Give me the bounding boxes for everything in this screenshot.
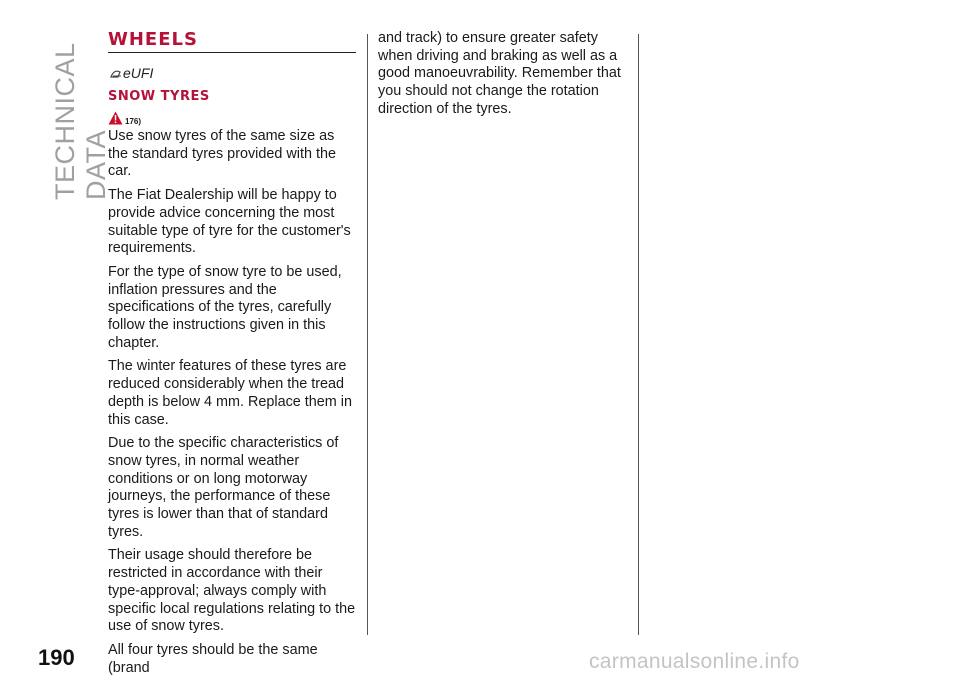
paragraph: Use snow tyres of the same size as the standard tyres provided with the car. [108, 128, 336, 180]
section-title: WHEELS [108, 30, 356, 53]
paragraph: Their usage should therefore be restricted in accordance with their type-approval; always comply with specific local regulations relating to the use of snow tyres. [108, 547, 356, 635]
paragraph: and track) to ensure greater safety when driving and braking as well as a good manoeuvrability. Remember that you should not change the rotation direction of the tyres. [378, 30, 621, 117]
warning-ref-number: 176) [125, 116, 142, 126]
side-tab-label: TECHNICAL DATA [50, 43, 111, 200]
subsection-title: SNOW TYRES [108, 89, 210, 104]
svg-text:eUFI: eUFI [123, 65, 154, 81]
page-number: 190 [38, 645, 75, 670]
watermark: carmanualsonline.info [589, 650, 800, 673]
paragraph: Due to the specific characteristics of snow tyres, in normal weather conditions or on long motorway journeys, the performance of these tyres is lower than that of standard tyres. [108, 435, 339, 540]
column-divider-left [367, 34, 368, 635]
side-tab [50, 30, 111, 530]
warning-reference [108, 110, 356, 126]
paragraph: For the type of snow tyre to be used, inflation pressures and the specifications of the tyres, carefully follow the instructions given in this chapter. [108, 263, 342, 351]
column-divider-right [638, 34, 639, 635]
logo-row [108, 63, 356, 83]
column-left [108, 30, 356, 683]
column-middle [378, 30, 630, 125]
efuel-logo-icon [108, 63, 158, 81]
paragraph: The winter features of these tyres are reduced considerably when the tread depth is below 4 mm. Replace them in this case. [108, 358, 352, 428]
paragraph: All four tyres should be the same (brand [108, 641, 318, 676]
paragraph: The Fiat Dealership will be happy to provide advice concerning the most suitable type of tyre for the customer's requirements. [108, 187, 351, 257]
warning-triangle-icon [108, 111, 123, 125]
